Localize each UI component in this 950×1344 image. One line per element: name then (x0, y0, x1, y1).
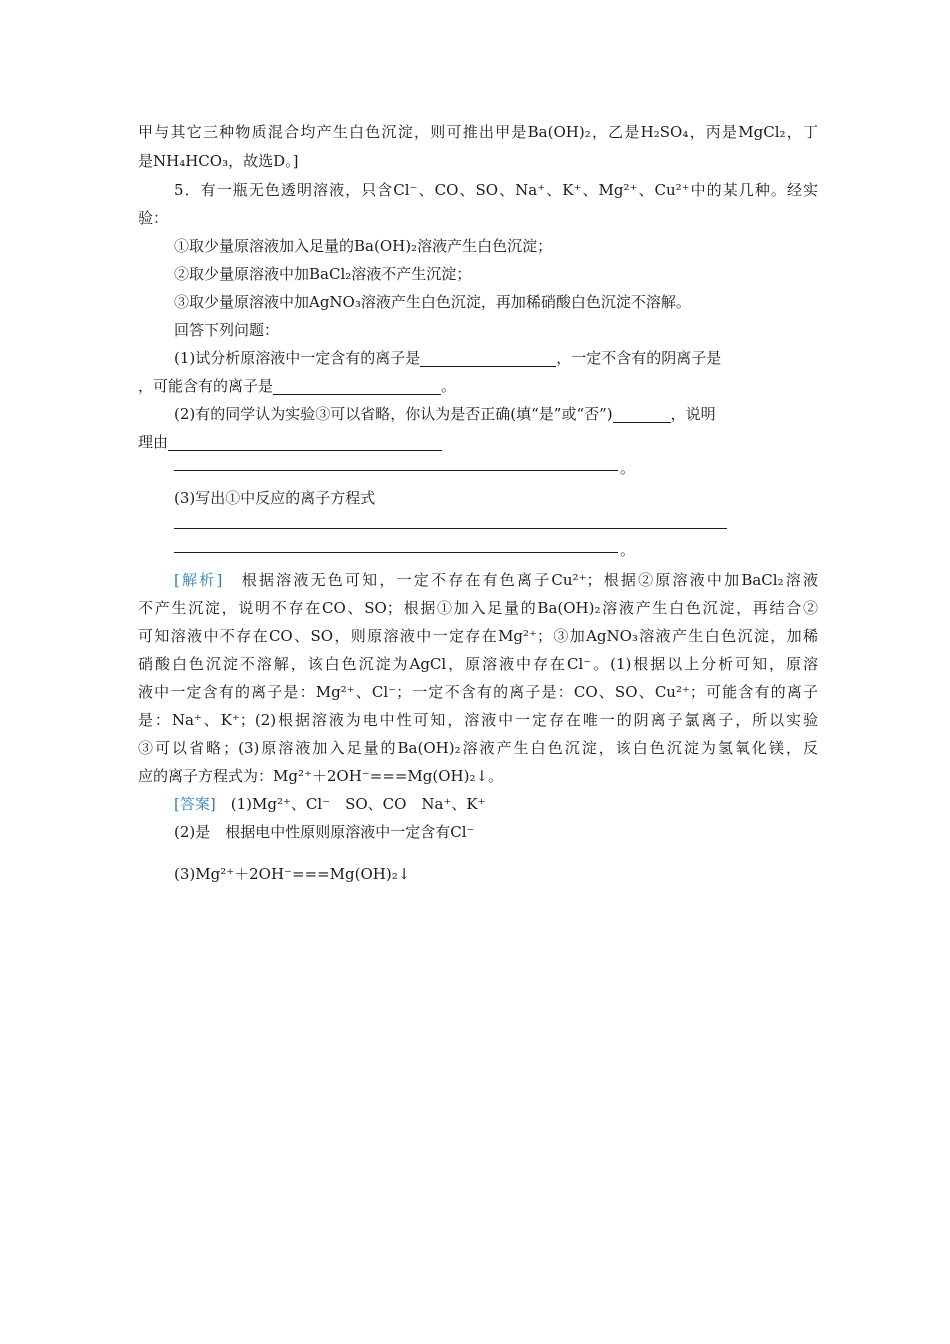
period: 。 (620, 459, 636, 477)
sub-question-2-text-c: 理由 (138, 433, 169, 451)
answer-line-3: (3)Mg²⁺＋2OH⁻===Mg(OH)₂↓ (174, 865, 411, 883)
analysis-text: 根据溶液无色可知，一定不存在有色离子Cu²⁺；根据②原溶液中加BaCl₂溶液 (241, 571, 818, 589)
answer-blank-4[interactable] (168, 430, 442, 451)
experiment-2: ②取少量原溶液中加BaCl₂溶液不产生沉淀； (174, 265, 472, 283)
answer-line-reason[interactable] (174, 469, 618, 471)
analysis-line-5: 液中一定含有的离子是：Mg²⁺、Cl⁻；一定不含有的离子是：CO、SO、Cu²⁺；可能含有的离子 (138, 683, 818, 701)
experiment-1: ①取少量原溶液加入足量的Ba(OH)₂溶液产生白色沉淀； (174, 237, 553, 255)
sub-question-2-text-b: ，说明 (670, 405, 716, 423)
sub-question-1-text-c: ，可能含有的离子是 (138, 377, 274, 395)
question-stem-line-2: 验： (138, 209, 169, 227)
analysis-line-4: 硝酸白色沉淀不溶解，该白色沉淀为AgCl，原溶液中存在Cl⁻。(1)根据以上分析可知，原溶 (138, 655, 818, 673)
period: 。 (441, 377, 457, 395)
analysis-line-1 (174, 566, 818, 594)
sub-question-1-cont (138, 372, 818, 400)
sub-question-2-text-a: (2)有的同学认为实验③可以省略，你认为是否正确(填“是”或“否”) (174, 405, 613, 423)
analysis-line-6: 是：Na⁺、K⁺；(2)根据溶液为电中性可知，溶液中一定存在唯一的阴离子氯离子，所以实验 (138, 711, 818, 729)
sub-question-2-cont (138, 428, 818, 456)
prev-solution-line-2: 是NH₄HCO₃，故选D。] (138, 152, 299, 170)
question-prompt: 回答下列问题： (174, 321, 280, 339)
answer-blank-2[interactable] (273, 374, 441, 395)
experiment-3: ③取少量原溶液中加AgNO₃溶液产生白色沉淀，再加稀硝酸白色沉淀不溶解。 (174, 293, 691, 311)
answer-1: (1)Mg²⁺、Cl⁻ SO、CO Na⁺、K⁺ (230, 795, 486, 813)
answer-line-equation-2[interactable] (174, 551, 618, 553)
answer-tag: [答案] (174, 795, 216, 813)
answer-line-1 (174, 790, 818, 818)
sub-question-1-text-b: ，一定不含有的阴离子是 (556, 349, 722, 367)
answer-blank-1[interactable] (420, 346, 556, 367)
analysis-line-2: 不产生沉淀，说明不存在CO、SO；根据①加入足量的Ba(OH)₂溶液产生白色沉淀，再结合② (138, 599, 818, 617)
question-stem-line-1: 5．有一瓶无色透明溶液，只含Cl⁻、CO、SO、Na⁺、K⁺、Mg²⁺、Cu²⁺中的某几种。经实 (174, 181, 818, 199)
analysis-tag: [解析] (174, 571, 223, 589)
answer-line-2: (2)是 根据电中性原则原溶液中一定含有Cl⁻ (174, 823, 475, 841)
analysis-line-3: 可知溶液中不存在CO、SO，则原溶液中一定存在Mg²⁺；③加AgNO₃溶液产生白色沉淀，加稀 (138, 627, 818, 645)
answer-blank-3[interactable] (613, 402, 671, 423)
analysis-line-8: 应的离子方程式为：Mg²⁺＋2OH⁻===Mg(OH)₂↓。 (138, 767, 504, 785)
answer-line-equation-1[interactable] (174, 527, 727, 529)
analysis-line-7: ③可以省略；(3)原溶液加入足量的Ba(OH)₂溶液产生白色沉淀，该白色沉淀为氢氧化镁，反 (138, 739, 818, 757)
sub-question-1-text-a: (1)试分析原溶液中一定含有的离子是 (174, 349, 421, 367)
sub-question-1 (174, 344, 818, 372)
sub-question-3: (3)写出①中反应的离子方程式 (174, 489, 376, 507)
prev-solution-line-1: 甲与其它三种物质混合均产生白色沉淀，则可推出甲是Ba(OH)₂，乙是H₂SO₄，丙是MgCl₂，丁 (138, 123, 818, 141)
period: 。 (620, 541, 636, 559)
sub-question-2 (174, 400, 818, 428)
